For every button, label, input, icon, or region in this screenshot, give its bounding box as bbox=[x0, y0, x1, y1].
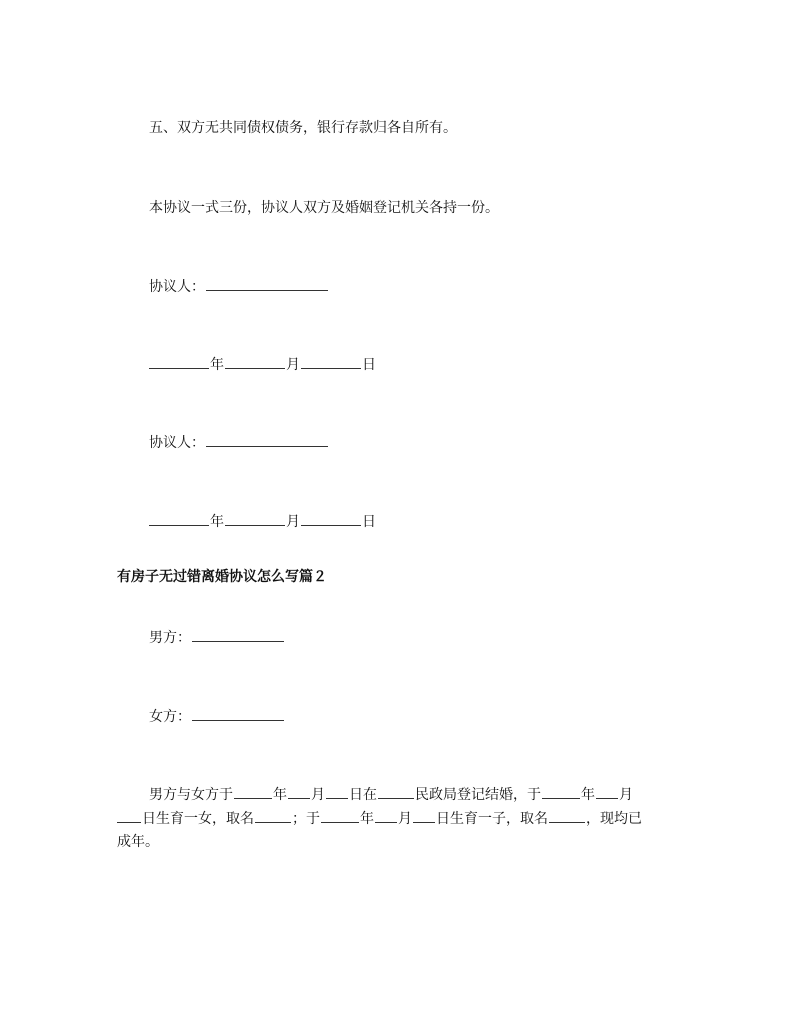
female-line bbox=[149, 706, 285, 727]
month-blank bbox=[596, 784, 618, 799]
day-blank bbox=[117, 808, 141, 823]
body-text: 日生育一女，取名 bbox=[142, 811, 254, 827]
body-text: ；于 bbox=[292, 811, 320, 827]
female-label: 女方： bbox=[149, 709, 191, 725]
day-blank bbox=[301, 354, 361, 369]
date-line-1 bbox=[149, 354, 376, 375]
body-line-1 bbox=[149, 784, 633, 805]
month-blank bbox=[288, 784, 310, 799]
signer-label: 协议人： bbox=[149, 435, 205, 451]
body-text: 月 bbox=[619, 787, 633, 803]
body-text: 年 bbox=[360, 811, 374, 827]
year-label: 年 bbox=[210, 514, 224, 530]
section-heading: 有房子无过错离婚协议怎么写篇２ bbox=[117, 569, 327, 585]
body-text: 民政局登记结婚，于 bbox=[415, 787, 541, 803]
month-blank bbox=[225, 354, 285, 369]
copies-clause: 本协议一式三份，协议人双方及婚姻登记机关各持一份。 bbox=[149, 200, 499, 216]
day-blank bbox=[413, 808, 435, 823]
year-blank bbox=[321, 808, 359, 823]
year-blank bbox=[542, 784, 580, 799]
signer-line-1 bbox=[149, 276, 329, 297]
year-label: 年 bbox=[210, 357, 224, 373]
daughter-name-blank bbox=[255, 808, 291, 823]
month-blank bbox=[225, 511, 285, 526]
signer-line-2 bbox=[149, 432, 329, 453]
year-blank bbox=[149, 511, 209, 526]
female-name-blank bbox=[192, 706, 284, 721]
year-blank bbox=[149, 354, 209, 369]
body-line-2 bbox=[117, 808, 642, 829]
male-label: 男方： bbox=[149, 630, 191, 646]
body-text: 日在 bbox=[349, 787, 377, 803]
body-text: ，现均已 bbox=[586, 811, 642, 827]
month-label: 月 bbox=[286, 357, 300, 373]
male-name-blank bbox=[192, 627, 284, 642]
date-line-2 bbox=[149, 511, 376, 532]
month-label: 月 bbox=[286, 514, 300, 530]
signer-blank bbox=[206, 276, 328, 291]
signer-label: 协议人： bbox=[149, 279, 205, 295]
day-blank bbox=[301, 511, 361, 526]
male-line bbox=[149, 627, 285, 648]
body-text: 月 bbox=[398, 811, 412, 827]
body-text: 男方与女方于 bbox=[149, 787, 233, 803]
body-text: 月 bbox=[311, 787, 325, 803]
body-text: 年 bbox=[273, 787, 287, 803]
day-blank bbox=[326, 784, 348, 799]
body-text: 日生育一子，取名 bbox=[436, 811, 548, 827]
day-label: 日 bbox=[362, 514, 376, 530]
clause-five: 五、双方无共同债权债务，银行存款归各自所有。 bbox=[149, 120, 457, 136]
signer-blank bbox=[206, 432, 328, 447]
year-blank bbox=[234, 784, 272, 799]
body-line-3: 成年。 bbox=[117, 834, 159, 850]
bureau-blank bbox=[378, 784, 414, 799]
body-text: 年 bbox=[581, 787, 595, 803]
month-blank bbox=[375, 808, 397, 823]
day-label: 日 bbox=[362, 357, 376, 373]
son-name-blank bbox=[549, 808, 585, 823]
